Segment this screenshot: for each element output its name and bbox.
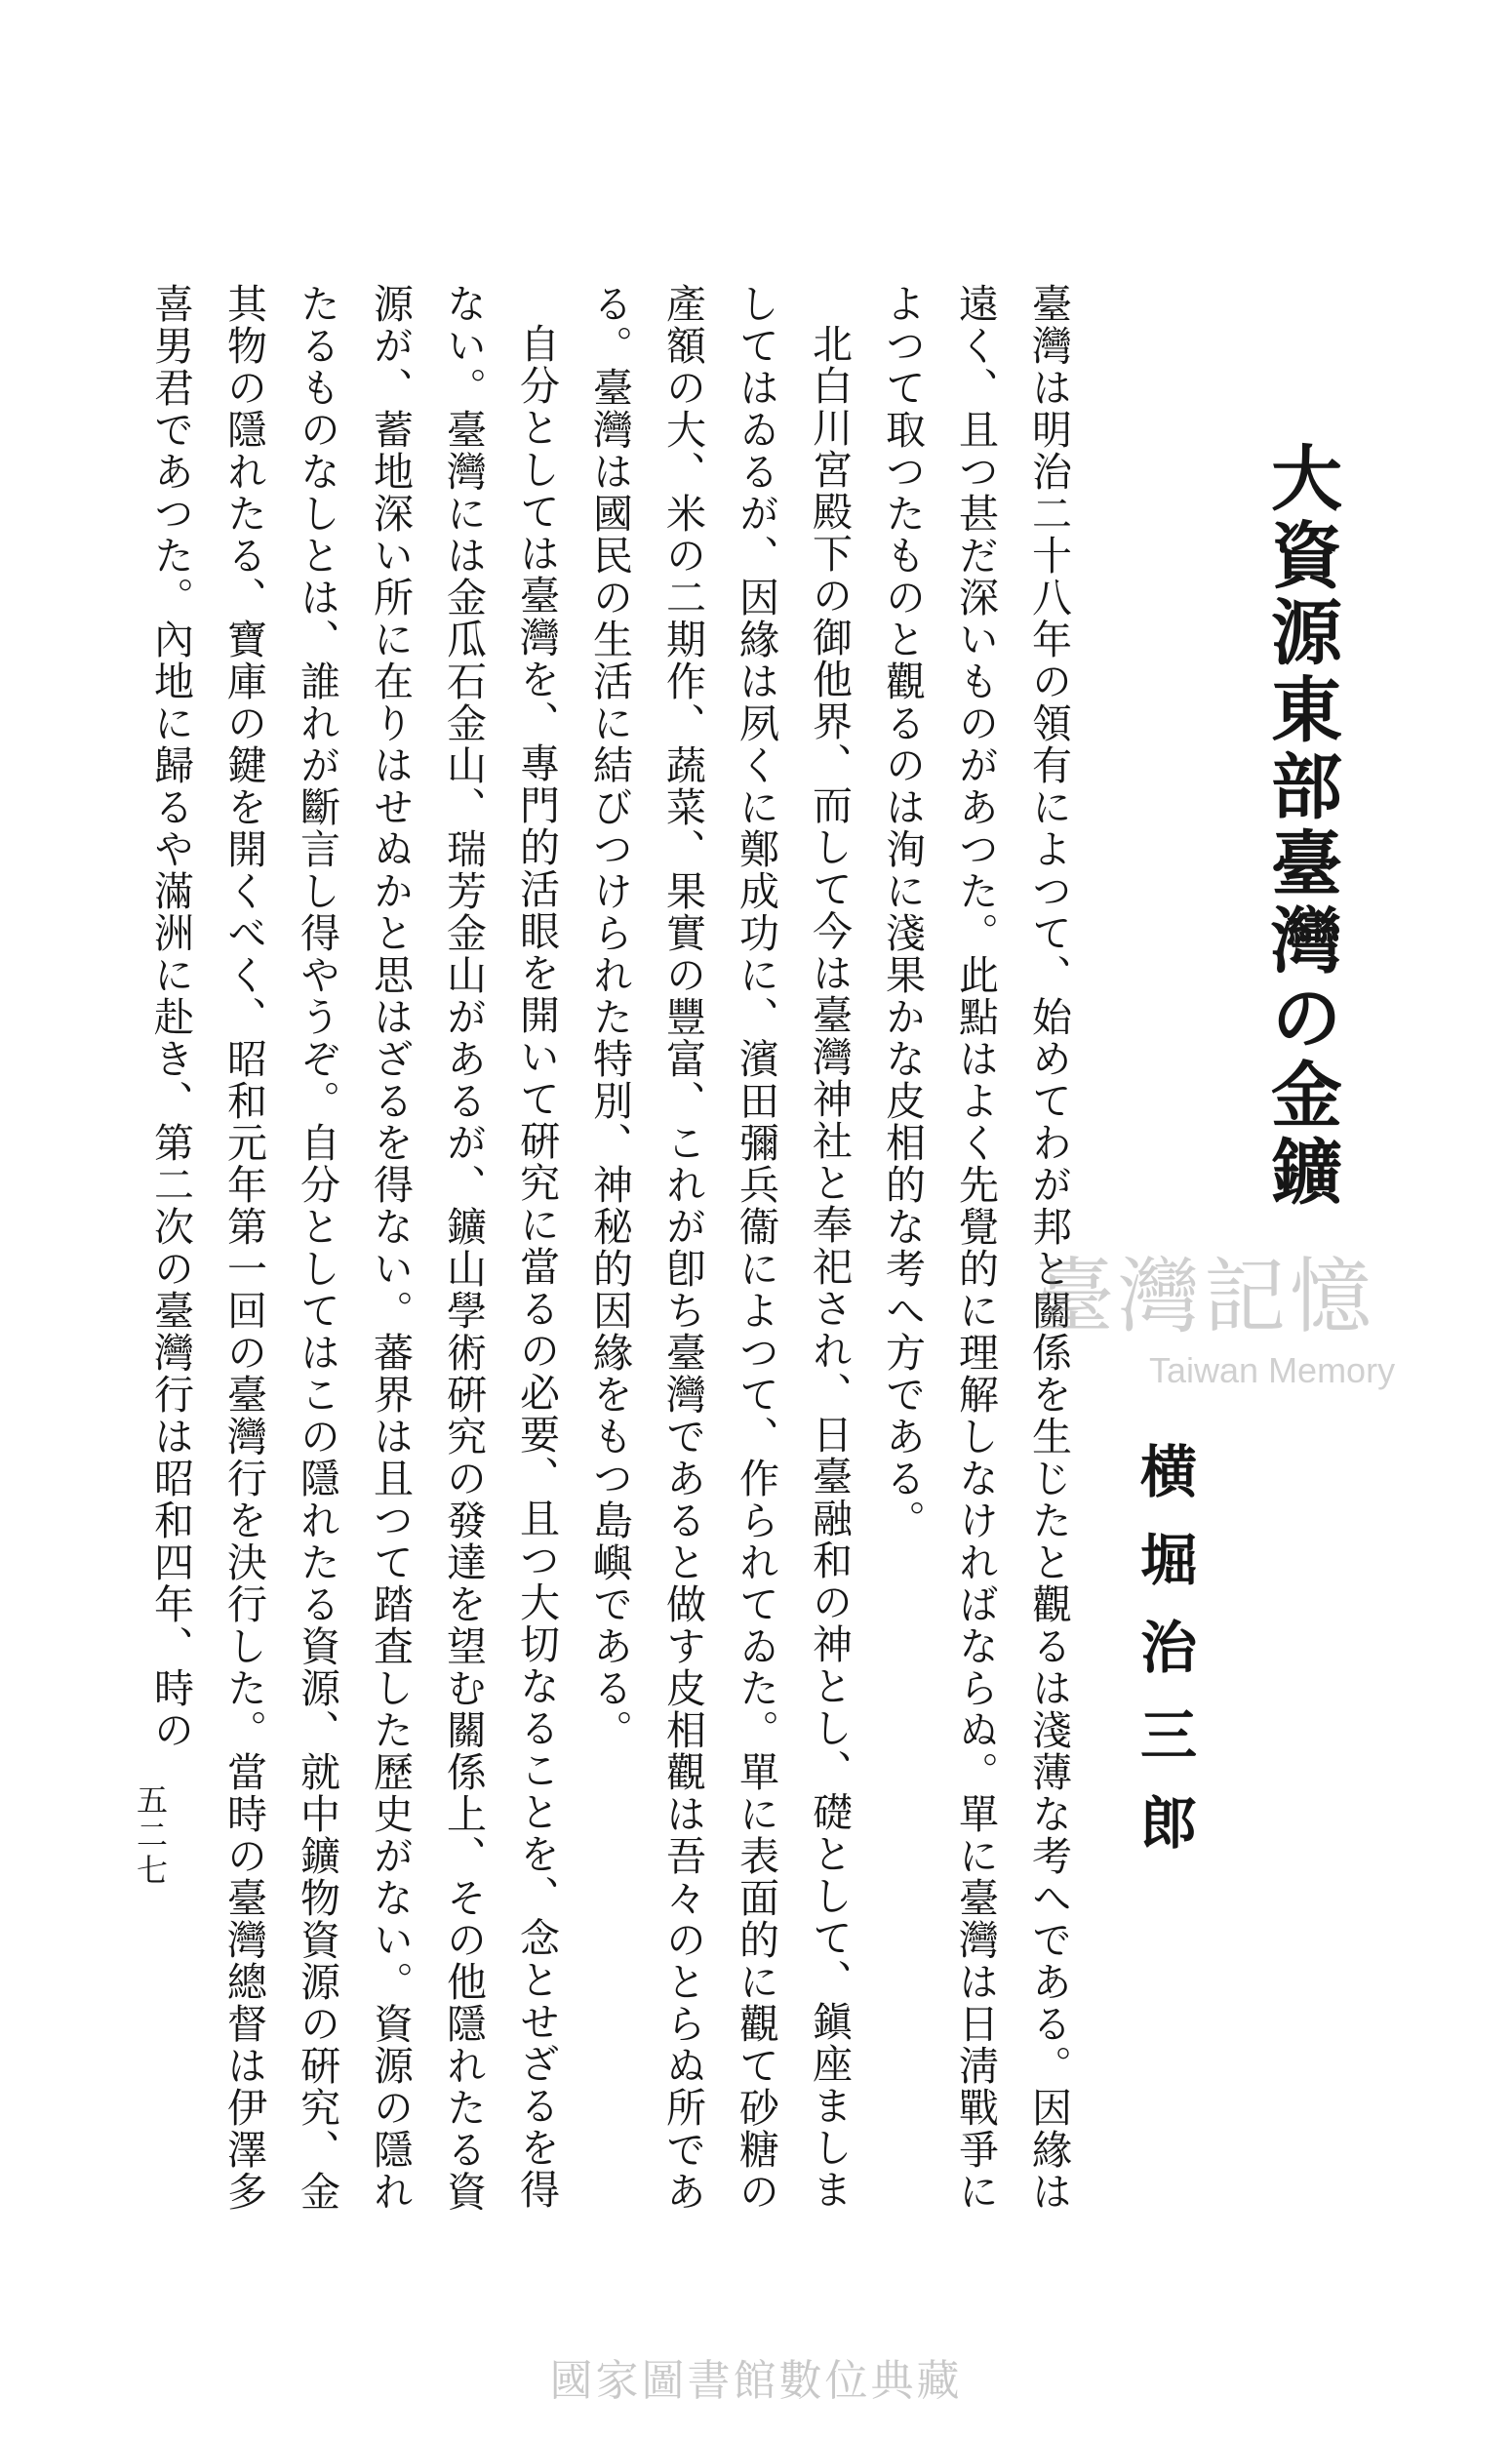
- taiwan-memory-watermark: [1032, 1231, 1396, 1407]
- page-number: 五二七: [132, 1783, 169, 1889]
- body-paragraph-2: 北白川宮殿下の御他界、而して今は臺灣神社と奉祀され、日臺融和の神とし、礎として、鎭座ましましてはゐるが、因緣は夙くに鄭成功に、濱田彌兵衞によつて、作られてゐた。單に表面的に觀て砂糖の產額の大、米の二期作、蔬菜、果實の豐富、これが卽ち臺灣であると做す皮相觀は吾々のとらぬ所である。臺灣は國民の生活に結びつけられた特別、神秘的因緣をもつ島嶼である。: [586, 283, 853, 2213]
- body-paragraph-1: 臺灣は明治二十八年の領有によつて、始めてわが邦と關係を生じたと觀るは淺薄な考へである。因緣は遠く、且つ甚だ深いものがあつた。此點はよく先覺的に理解しなければならぬ。單に臺灣は日淸戰爭によつて取つたものと觀るのは洵に淺果かな皮相的な考へ方である。: [879, 283, 1072, 2213]
- watermark-subtitle: Taiwan Memory: [1149, 1350, 1396, 1390]
- watermark-logo-text: 臺灣記憶: [1032, 1249, 1376, 1344]
- body-paragraph-3: 自分としては臺灣を、專門的活眼を開いて硏究に當るの必要、且つ大切なることを、念とせざるを得ない。臺灣には金瓜石金山、瑞芳金山があるが、鑛山學術硏究の發達を望む關係上、その他隱れたる資源が、蓄地深い所に在りはせぬかと思はざるを得ない。蕃界は且つて踏査した歷史がない。資源の隱れたるものなしとは、誰れが斷言し得やうぞ。自分としてはこの隱れたる資源、就中鑛物資源の硏究、金其物の隱れたる、寶庫の鍵を開くべく、昭和元年第一回の臺灣行を決行した。當時の臺灣總督は伊澤多喜男君であつた。內地に歸るや滿洲に赴き、第二次の臺灣行は昭和四年、時の: [147, 283, 560, 2213]
- library-credit: 國家圖書館數位典藏: [549, 2356, 963, 2406]
- article-title: 大資源東部臺灣の金鑛: [1258, 441, 1342, 1212]
- article-author: 横堀治三郎: [1131, 1442, 1197, 1881]
